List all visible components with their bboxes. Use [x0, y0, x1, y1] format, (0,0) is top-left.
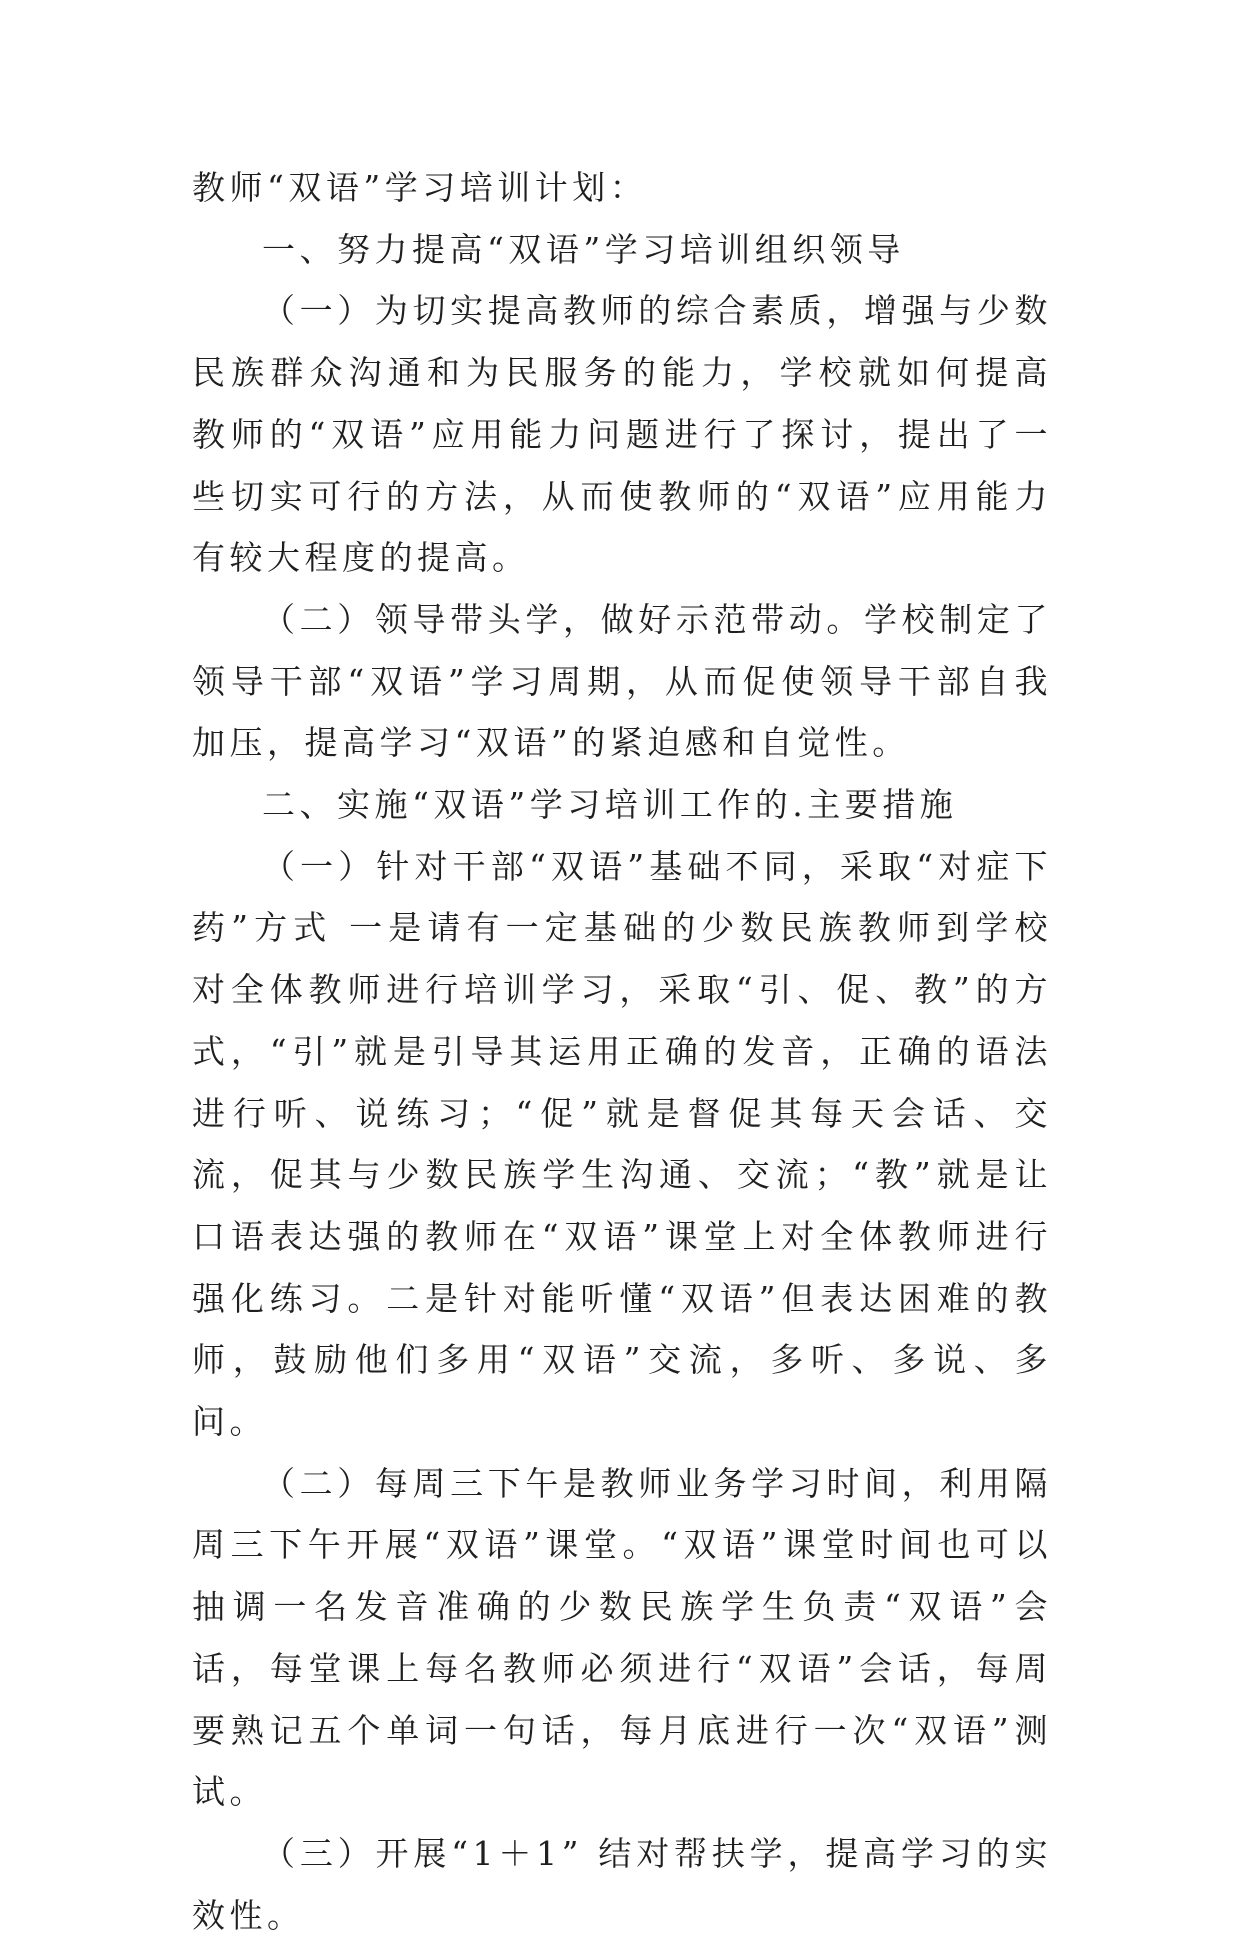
paragraph-1-1: （一）为切实提高教师的综合素质，增强与少数民族群众沟通和为民服务的能力，学校就如何提高教师的“双语”应用能力问题进行了探讨，提出了一些切实可行的方法，从而使教师的“双语”应用能力有较大程度的提高。	[192, 291, 1052, 578]
section-heading-2: 二、实施“双语”学习培训工作的.主要措施	[262, 785, 958, 825]
paragraph-2-1: （一）针对干部“双语”基础不同，采取“对症下药”方式 一是请有一定基础的少数民族教师到学校对全体教师进行培训学习，采取“引、促、教”的方式，“引”就是引导其运用正确的发音，正确的语法进行听、说练习；“促”就是督促其每天会话、交流，促其与少数民族学生沟通、交流；“教”就是让口语表达强的教师在“双语”课堂上对全体教师进行强化练习。二是针对能听懂“双语”但表达困难的教师，鼓励他们多用“双语”交流，多听、多说、多问。	[192, 846, 1052, 1442]
paragraph-1-2: （二）领导带头学，做好示范带动。学校制定了领导干部“双语”学习周期，从而促使领导干部自我加压，提高学习“双语”的紧迫感和自觉性。	[192, 599, 1052, 763]
section-heading-1: 一、努力提高“双语”学习培训组织领导	[262, 229, 905, 269]
paragraph-2-3: （三）开展“1＋1” 结对帮扶学，提高学习的实效性。	[192, 1833, 1052, 1935]
document-heading: 教师“双语”学习培训计划：	[192, 168, 648, 207]
paragraph-2-2: （二）每周三下午是教师业务学习时间，利用隔周三下午开展“双语”课堂。“双语”课堂时间也可以抽调一名发音准确的少数民族学生负责“双语”会话，每堂课上每名教师必须进行“双语”会话，每周要熟记五个单词一句话，每月底进行一次“双语”测试。	[192, 1463, 1052, 1812]
document-body	[192, 157, 1052, 1946]
